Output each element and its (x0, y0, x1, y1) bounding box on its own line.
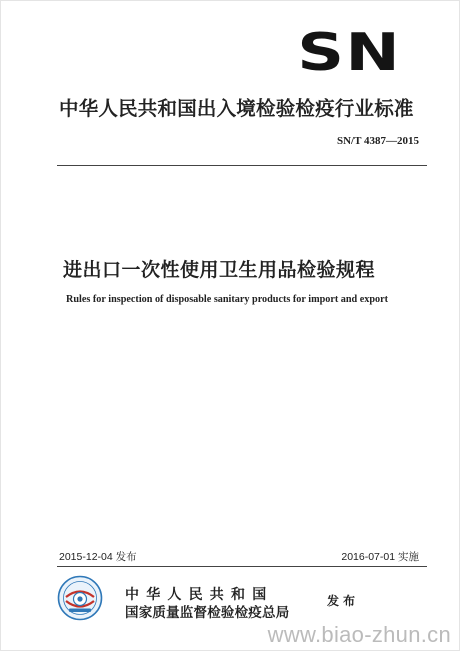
issuer-line-1: 中华人民共和国 (125, 587, 274, 603)
aqsiq-seal-icon (57, 575, 103, 621)
issuing-agency-header: 中华人民共和国出入境检验检疫行业标准 (59, 97, 414, 120)
issuer-line-2: 国家质量监督检验检疫总局 (125, 605, 290, 621)
site-watermark: www.biao-zhun.cn (267, 622, 451, 647)
header-divider (57, 165, 427, 166)
document-title-english: Rules for inspection of disposable sanitary products for import and export (66, 294, 389, 305)
issue-date: 2015-12-04 发布 (59, 551, 137, 563)
standard-number: SN/T 4387—2015 (336, 135, 419, 147)
implementation-date: 2016-07-01 实施 (341, 551, 419, 563)
footer-divider (57, 566, 427, 567)
publish-label: 发布 (327, 594, 360, 608)
document-title-chinese: 进出口一次性使用卫生用品检验规程 (63, 259, 376, 281)
sn-logo: SN (297, 23, 401, 83)
